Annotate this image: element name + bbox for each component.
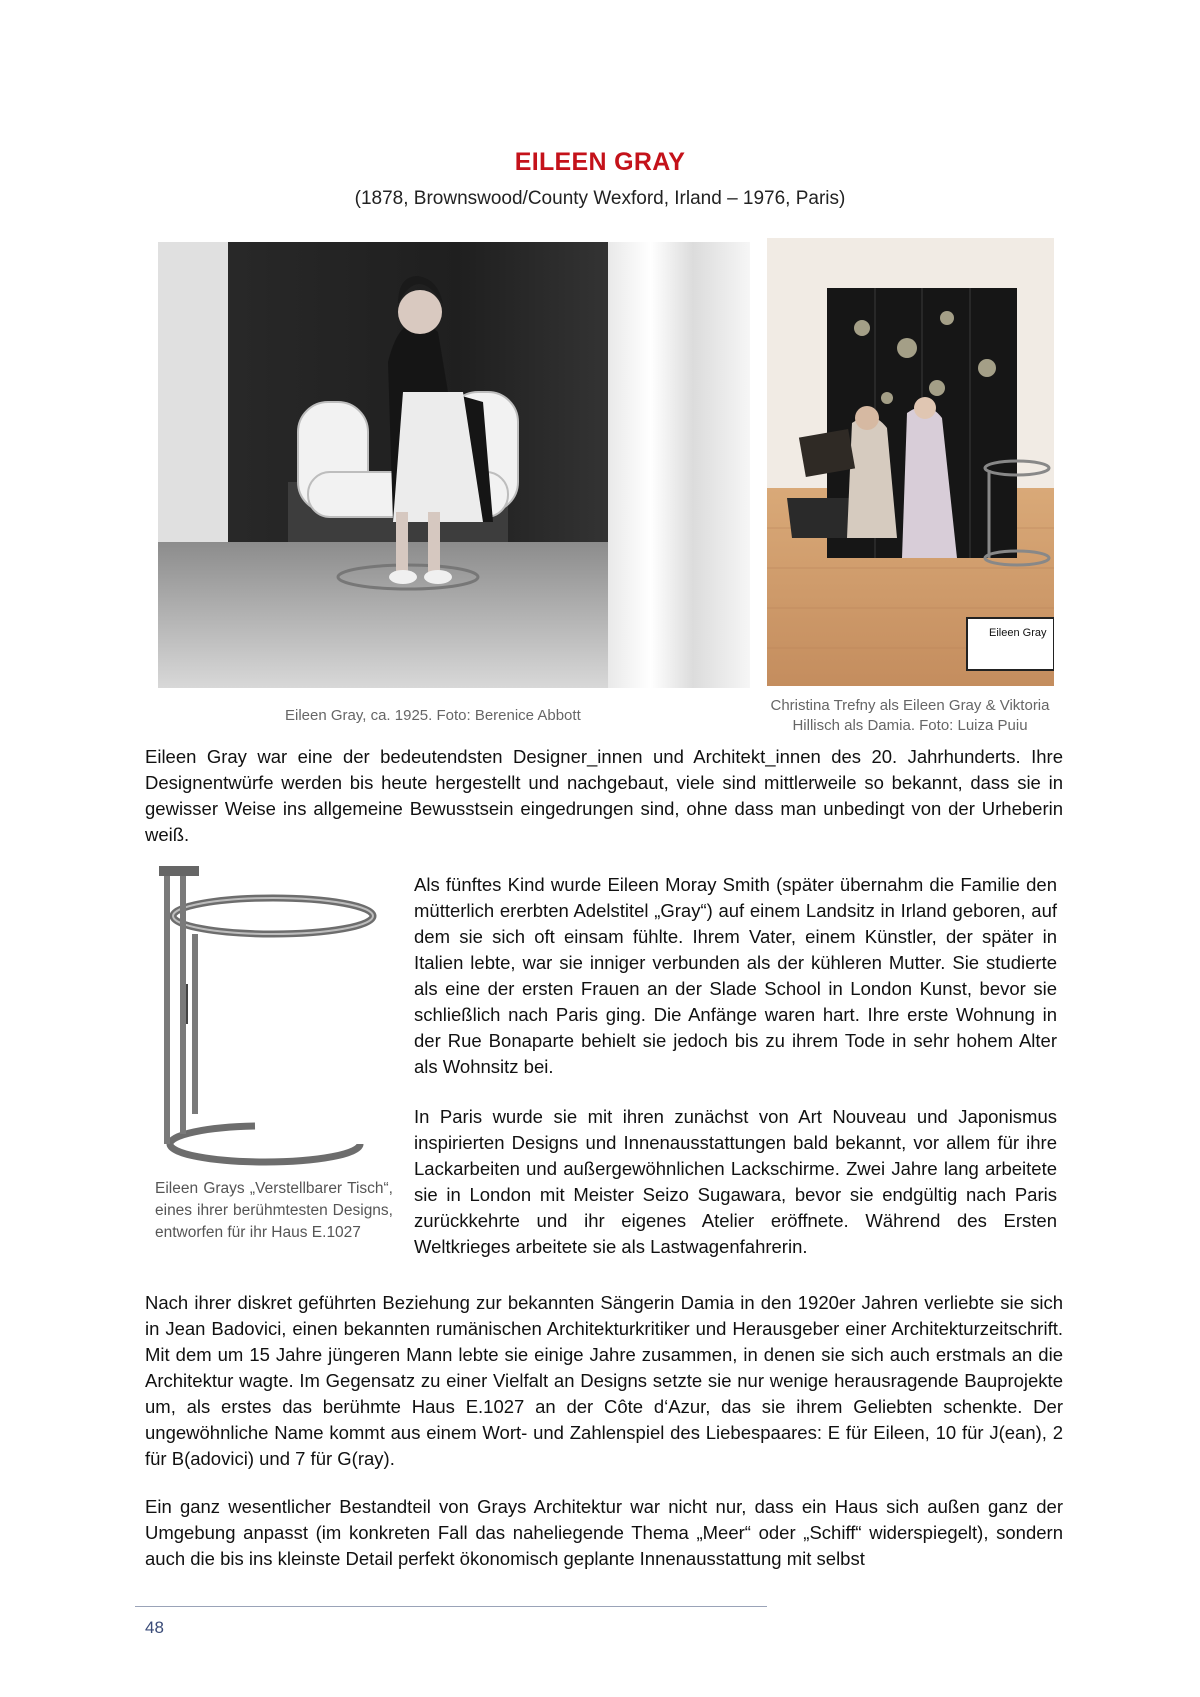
page-title: EILEEN GRAY — [514, 148, 686, 176]
stage-caption-line2: Hillisch als Damia. Foto: Luiza Puiu — [792, 717, 1028, 734]
footer-divider — [135, 1606, 767, 1607]
page-subtitle: (1878, Brownswood/County Wexford, Irland – 1976, Paris) — [354, 188, 846, 209]
intro-paragraph: Eileen Gray war eine der bedeutendsten Designer_innen und Architekt_innen des 20. Jahrhunderts. Ihre Designentwürfe werden bis heute hergestellt und nachgebaut, viele sind mittlerweile so bekannt, dass sie in gewisser Weise ins allgemeine Bewusstsein eingedrungen sind, ohne dass man unbedingt von der Urheberin weiß. — [145, 746, 1063, 845]
stage-sign-text: Eileen Gray — [989, 627, 1047, 639]
portrait-photo — [158, 242, 750, 688]
adjustable-table-image — [155, 864, 395, 1172]
stage-caption-line1: Christina Trefny als Eileen Gray & Viktoria — [770, 697, 1050, 714]
stage-photo — [767, 238, 1054, 686]
portrait-caption: Eileen Gray, ca. 1925. Foto: Berenice Abbott — [285, 707, 581, 724]
table-caption: Eileen Grays „Verstellbarer Tisch“, eines ihrer berühmtesten Designs, entworfen für ihr Haus E.1027 — [155, 1180, 393, 1241]
childhood-paragraph: Als fünftes Kind wurde Eileen Moray Smith (später übernahm die Familie den mütterlich ererbten Adelstitel „Gray“) auf einem Landsitz in Irland geboren, auf dem sie sich oft einsam fühlte. Ihrem Vater, einem Künstler, der später in Italien lebte, war sie inniger verbunden als der kühleren Mutter. Sie studierte als eine der ersten Frauen an der Slade School in London Kunst, bevor sie schließlich nach Paris ging. Die Anfänge waren hart. Ihre erste Wohnung in der Rue Bonaparte behielt sie jedoch bis zu ihrem Tode in sehr hohem Alter als Wohnsitz bei. — [414, 874, 1057, 1077]
paris-paragraph: In Paris wurde sie mit ihren zunächst von Art Nouveau und Japonismus inspirierten Designs und Innenausstattungen bald bekannt, vor allem für ihre Lackarbeiten und außergewöhnlichen Lackschirme. Zwei Jahre lang arbeitete sie in London mit Meister Seizo Sugawara, bevor sie endgültig nach Paris zurückkehrte und ihr eigenes Atelier eröffnete. Während des Ersten Weltkrieges arbeitete sie als Lastwagenfahrerin. — [414, 1106, 1057, 1257]
architecture-paragraph: Ein ganz wesentlicher Bestandteil von Grays Architektur war nicht nur, dass ein Haus sich außen ganz der Umgebung anpasst (im konkreten Fall das naheliegende Thema „Meer“ oder „Schiff“ widerspiegelt), sondern auch die bis ins kleinste Detail perfekt ökonomisch geplante Innenausstattung mit selbst — [145, 1496, 1063, 1569]
badovici-paragraph: Nach ihrer diskret geführten Beziehung zur bekannten Sängerin Damia in den 1920er Jahren verliebte sie sich in Jean Badovici, einen bekannten rumänischen Architekturkritiker und Herausgeber einer Architekturzeitschrift. Mit dem um 15 Jahre jüngeren Mann lebte sie einige Jahre zusammen, in denen sie sich auch erstmals an die Architektur wagte. Im Gegensatz zu einer Vielfalt an Designs setzte sie nur wenige herausragende Bauprojekte um, als erstes das berühmte Haus E.1027 an der Côte d‘Azur, das sie ihrem Geliebten schenkte. Der ungewöhnliche Name kommt aus einem Wort- und Zahlenspiel des Liebespaares: E für Eileen, 10 für J(ean), 2 für B(adovici) und 7 für G(ray). — [145, 1292, 1063, 1469]
page-number: 48 — [145, 1618, 164, 1637]
